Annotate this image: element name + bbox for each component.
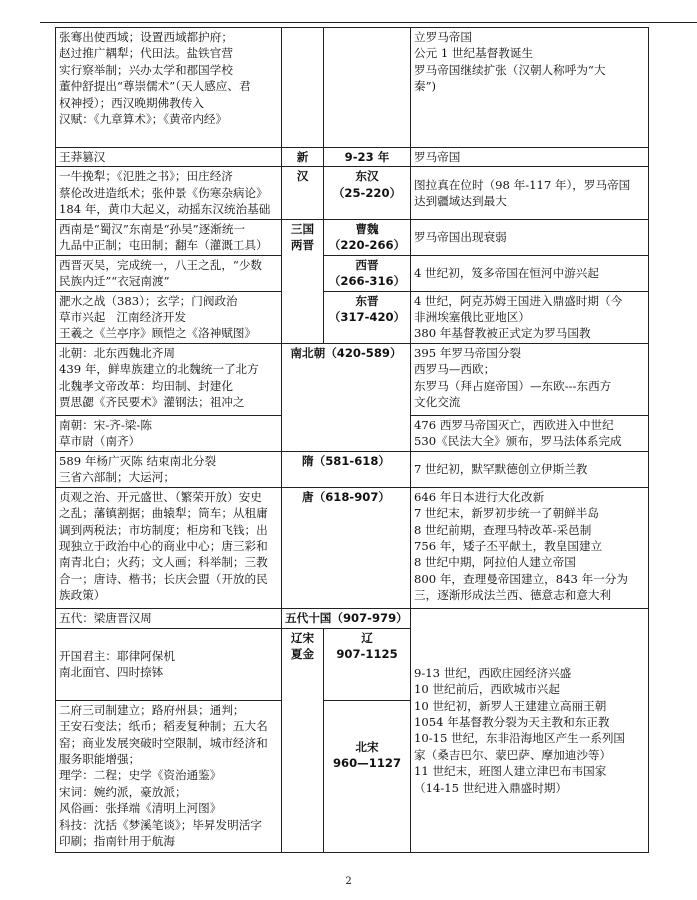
dynasty-liaosong-xiajin: 辽宋 夏金 — [282, 628, 324, 852]
period-xin: 9-23 年 — [324, 148, 411, 167]
dynasty-sui: 隋（581-618） — [282, 451, 411, 487]
left-cell: 一牛挽犁；《氾胜之书》；田庄经济 蔡伦改进造纸术；张仲景《伤寒杂病论》 184 年，黄巾大起义，动摇东汉统治基础 — [56, 167, 282, 219]
period-dongjin: 东晋 （317-420） — [324, 291, 411, 343]
table-row — [56, 487, 649, 608]
table-row — [56, 451, 649, 487]
left-cell: 南朝：宋-齐-梁-陈 草市尉（南齐） — [56, 415, 282, 451]
left-cell: 贞观之治、开元盛世、（繁荣开放）安史 之乱；藩镇割据；曲辕犁；筒车；从租庸 调到两税法；市坊制度；柜房和飞钱；出 现独立于政治中心的商业中心；唐三彩和 南青北白；火药；文人画；科举制；三教 合一；唐诗、楷书；长庆会盟（开放的民 族政策） — [56, 487, 282, 608]
world-cell: 4 世纪初，笈多帝国在恒河中游兴起 — [411, 255, 649, 291]
period-donghan: 东汉 （25-220） — [324, 167, 411, 219]
world-cell: 9-13 世纪，西欧庄园经济兴盛 10 世纪前后，西欧城市兴起 10 世纪初，新罗人王建建立高丽王朝 1054 年基督教分裂为天主教和东正教 10-15 世纪，东非沿海地区产生一系列国 家（桑吉巴尔、蒙巴萨、摩加迪沙等） 11 世纪末，班图人建立津巴布韦国家 （14-15 世纪进入鼎盛时期） — [411, 608, 649, 852]
period-liao: 辽 907-1125 — [324, 628, 411, 700]
world-cell: 7 世纪初，默罕默德创立伊斯兰教 — [411, 451, 649, 487]
top-rule — [40, 22, 697, 23]
table-row — [56, 255, 649, 291]
table-row — [56, 148, 649, 167]
left-cell: 西晋灭吴，完成统一，八王之乱，“少数 民族内迁”“衣冠南渡” — [56, 255, 282, 291]
left-cell: 589 年杨广灭陈 结束南北分裂 三省六部制；大运河； — [56, 451, 282, 487]
dynasty-tang: 唐（618-907） — [282, 487, 411, 608]
period-caowei: 曹魏 （220-266） — [324, 219, 411, 255]
table-row — [56, 28, 649, 148]
world-cell: 罗马帝国 — [411, 148, 649, 167]
world-cell: 立罗马帝国 公元 1 世纪基督教诞生 罗马帝国继续扩张（汉朝人称呼为“大 秦”) — [411, 28, 649, 148]
left-cell: 淝水之战（383）；玄学；门阀政治 草市兴起 江南经济开发 王羲之《兰亭序》顾恺之《洛神赋图》 — [56, 291, 282, 343]
table-row — [56, 608, 649, 628]
left-cell: 五代：梁唐晋汉周 — [56, 608, 282, 628]
world-cell: 4 世纪，阿克苏姆王国进入鼎盛时期（今 非洲埃塞俄比亚地区） 380 年基督教被正式定为罗马国教 — [411, 291, 649, 343]
world-cell: 图拉真在位时（98 年-117 年），罗马帝国 达到疆域达到最大 — [411, 167, 649, 219]
left-cell: 开国君主：耶律阿保机 南北面官、四时捺钵 — [56, 628, 282, 700]
table-row — [56, 167, 649, 219]
history-timeline-table — [55, 27, 649, 853]
dynasty-wudaishiguo: 五代十国（907-979） — [282, 608, 411, 628]
period-xijin: 西晋 （266-316） — [324, 255, 411, 291]
world-cell: 476 西罗马帝国灭亡，西欧进入中世纪 530《民法大全》颁布，罗马法体系完成 — [411, 415, 649, 451]
page-number: 2 — [345, 876, 352, 887]
left-cell: 张骞出使西域；设置西域都护府； 赵过推广耦犁；代田法。盐铁官营 实行察举制；兴办太学和郡国学校 董仲舒提出“尊崇儒术”（天人感应、君 权神授）；西汉晚期佛教传入 汉赋：《九章算术》；《黄帝内经》 — [56, 28, 282, 148]
period-cell — [324, 28, 411, 148]
table-row — [56, 219, 649, 255]
dynasty-han: 汉 — [282, 167, 324, 219]
world-cell: 罗马帝国出现衰弱 — [411, 219, 649, 255]
dynasty-nanbeichao: 南北朝（420-589） — [282, 343, 411, 451]
table-row — [56, 343, 649, 415]
world-cell: 395 年罗马帝国分裂 西罗马—西欧； 东罗马（拜占庭帝国）—东欧---东西方 文化交流 — [411, 343, 649, 415]
left-cell: 二府三司制建立；路府州县；通判； 王安石变法；纸币；稻麦复种制；五大名 窑；商业发展突破时空限制，城市经济和 服务职能增强； 理学：二程；史学《资治通鉴》 宋词：婉约派，豪放派； 风俗画：张择端《清明上河图》 科技：沈括《梦溪笔谈》；毕昇发明活字 印刷；指南针用于航海 — [56, 700, 282, 852]
table-row — [56, 291, 649, 343]
period-beisong: 北宋 960—1127 — [324, 700, 411, 852]
left-cell: 西南是“蜀汉”东南是“孙吴”逐渐统一 九品中正制；屯田制；翻车（灌溉工具） — [56, 219, 282, 255]
era-cell — [282, 28, 324, 148]
world-cell: 646 年日本进行大化改新 7 世纪末，新罗初步统一了朝鲜半岛 8 世纪前期，查理马特改革-采邑制 756 年，矮子丕平献土，教皇国建立 8 世纪中期，阿拉伯人建立帝国 800 年，查理曼帝国建立，843 年一分为 三，逐渐形成法兰西、德意志和意大利 — [411, 487, 649, 608]
dynasty-sanguo-liangjin: 三国 两晋 — [282, 219, 324, 343]
left-cell: 王莽篡汉 — [56, 148, 282, 167]
dynasty-xin: 新 — [282, 148, 324, 167]
left-cell: 北朝：北东西魏北齐周 439 年，鲜卑族建立的北魏统一了北方 北魏孝文帝改革：均田制、封建化 贾思勰《齐民要术》灌钢法；祖冲之 — [56, 343, 282, 415]
